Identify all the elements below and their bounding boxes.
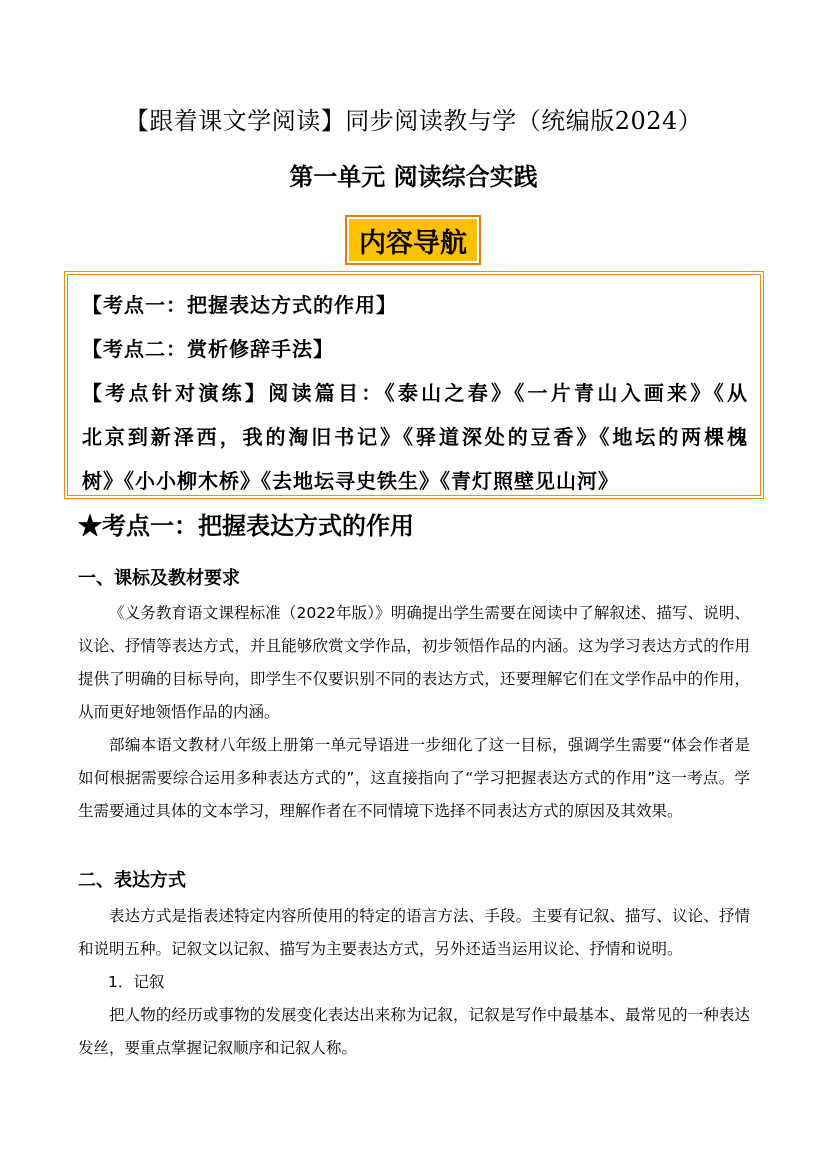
content-nav-badge: [345, 215, 481, 265]
nav-practice-line-1: 【考点针对演练】阅读篇目：《泰山之春》《一片青山入画来》《从: [82, 381, 748, 405]
paragraph-expression-modes: 表达方式是指表述特定内容所使用的特定的语言方法、手段。主要有记叙、描写、议论、抒情和说明五种。记叙文以记叙、描写为主要表达方式，另外还适当运用议论、抒情和说明。: [78, 907, 750, 958]
paragraph-standards: 《义务教育语文课程标准（2022年版）》明确提出学生需要在阅读中了解叙述、描写、说明、议论、抒情等表达方式，并且能够欣赏文学作品，初步领悟作品的内涵。这为学习表达方式的作用提供了明确的目标导向，即学生不仅要识别不同的表达方式，还要理解它们在文学作品中的作用，从而更好地领悟作品的内涵。: [78, 604, 750, 721]
paragraph-narration: 把人物的经历或事物的发展变化表达出来称为记叙，记叙是写作中最基本、最常见的一种表达发丝，要重点掌握记叙顺序和记叙人称。: [78, 1006, 750, 1057]
nav-practice-line-2: 北京到新泽西，我的淘旧书记》《驿道深处的豆香》《地坛的两棵槐: [82, 425, 748, 449]
item-narration: 1．记叙: [108, 973, 165, 991]
document-subtitle: 第一单元 阅读综合实践: [289, 162, 538, 191]
heading-standards: 一、课标及教材要求: [78, 568, 240, 589]
paragraph-textbook: 部编本语文教材八年级上册第一单元导语进一步细化了这一目标，强调学生需要“体会作者是如何根据需要综合运用多种表达方式的”，这直接指向了“学习把握表达方式的作用”这一考点。学生需要通过具体的文本学习，理解作者在不同情境下选择不同表达方式的原因及其效果。: [78, 736, 750, 820]
nav-practice-line-3: 树》《小小柳木桥》《去地坛寻史铁生》《青灯照壁见山河》: [82, 469, 619, 493]
nav-point-2: 【考点二：赏析修辞手法】: [82, 337, 334, 361]
content-nav-box: [64, 271, 764, 499]
content-nav-badge-label: 内容导航: [349, 219, 477, 261]
document-title: 【跟着课文学阅读】同步阅读教与学（统编版2024）: [124, 107, 703, 135]
section-1-heading: ★考点一：把握表达方式的作用: [78, 511, 414, 540]
heading-expression-modes: 二、表达方式: [78, 870, 186, 891]
nav-point-1: 【考点一：把握表达方式的作用】: [82, 293, 397, 317]
